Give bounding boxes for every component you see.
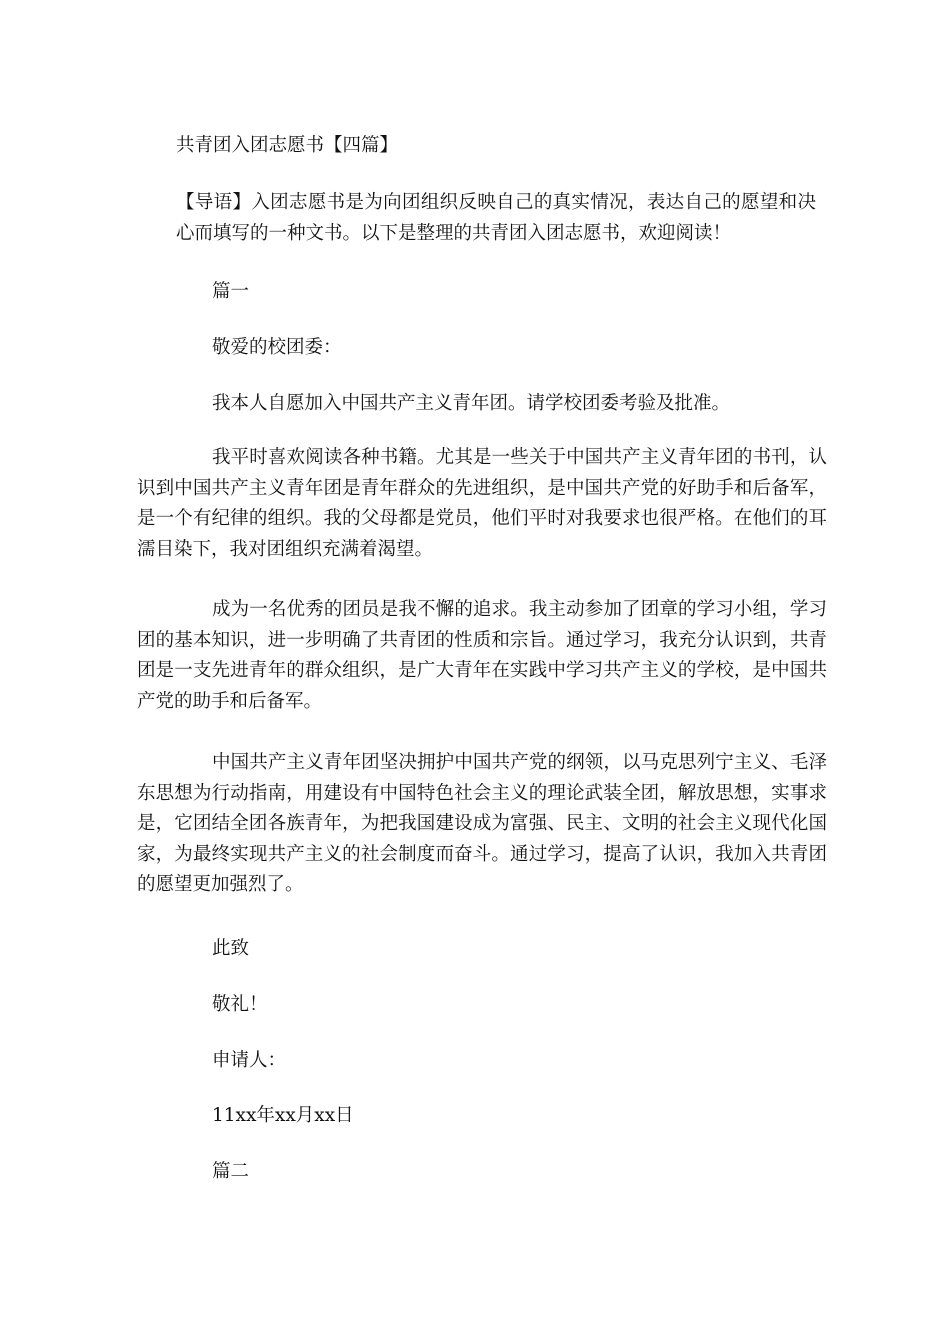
date-line: 11xx年xx月xx日 [212, 1105, 354, 1126]
regards-line: 敬礼！ [212, 994, 268, 1015]
section-heading-1: 篇一 [212, 281, 250, 302]
body-paragraph-2: 我平时喜欢阅读各种书籍。尤其是一些关于中国共产主义青年团的书刊，认识到中国共产主义青年团是青年群众的先进组织，是中国共产党的好助手和后备军，是一个有纪律的组织。我的父母都是党员，他们平时对我要求也很严格。在他们的耳濡目染下，我对团组织充满着渴望。 [137, 447, 827, 560]
section-heading-2: 篇二 [212, 1161, 250, 1182]
salutation: 敬爱的校团委： [212, 337, 342, 358]
body-paragraph-3: 成为一名优秀的团员是我不懈的追求。我主动参加了团章的学习小组，学习团的基本知识，进一步明确了共青团的性质和宗旨。通过学习，我充分认识到，共青团是一支先进青年的群众组织，是广大青年在实践中学习共产主义的学校，是中国共产党的助手和后备军。 [137, 599, 827, 712]
body-paragraph-4: 中国共产主义青年团坚决拥护中国共产党的纲领，以马克思列宁主义、毛泽东思想为行动指南，用建设有中国特色社会主义的理论武装全团，解放思想，实事求是，它团结全团各族青年，为把我国建设成为富强、民主、文明的社会主义现代化国家，为最终实现共产主义的社会制度而奋斗。通过学习，提高了认识，我加入共青团的愿望更加强烈了。 [137, 752, 827, 895]
intro-paragraph: 【导语】入团志愿书是为向团组织反映自己的真实情况，表达自己的愿望和决心而填写的一种文书。以下是整理的共青团入团志愿书，欢迎阅读！ [176, 192, 816, 244]
document-title: 共青团入团志愿书【四篇】 [176, 135, 399, 156]
closing-line: 此致 [212, 938, 250, 959]
applicant-line: 申请人： [212, 1050, 287, 1071]
body-paragraph-1: 我本人自愿加入中国共产主义青年团。请学校团委考验及批准。 [212, 393, 731, 414]
